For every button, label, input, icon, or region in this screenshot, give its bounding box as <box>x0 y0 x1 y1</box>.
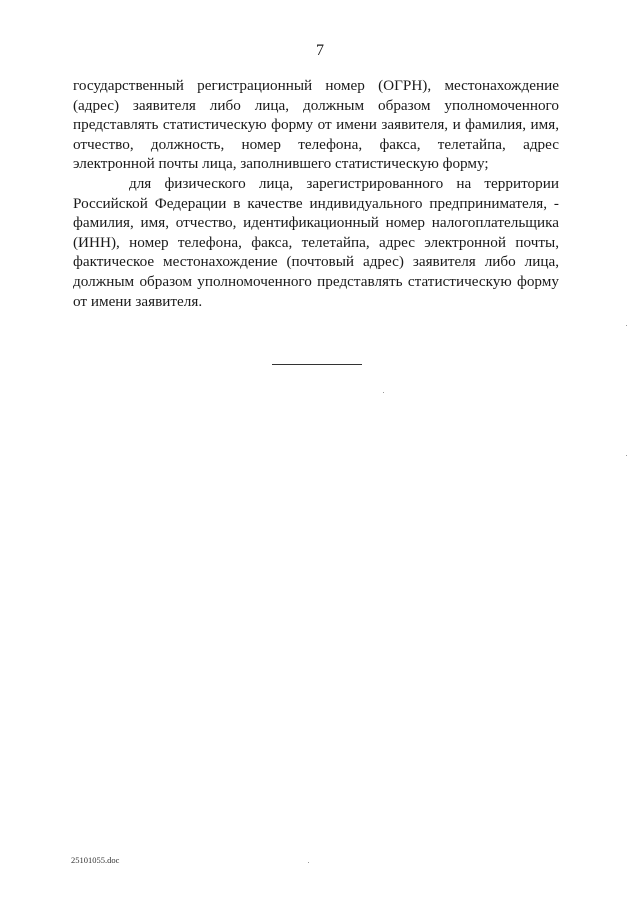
page-number: 7 <box>316 42 324 59</box>
document-body <box>73 76 559 311</box>
paragraph-individual-entrepreneur: для физического лица, зарегистрированного на территории Российской Федерации в качестве индивидуального предпринимателя, - фамилия, имя, отчество, идентификационный номер налогоплательщика (ИНН), номер телефона, факса, телетайпа, адрес электронной почты, фактическое местонахождение (почтовый адрес) заявителя либо лица, должным образом уполномоченного представлять статистическую форму от имени заявителя. <box>73 174 559 310</box>
scan-speck <box>308 862 309 863</box>
scan-speck <box>383 392 384 393</box>
paragraph-legal-entity: государственный регистрационный номер (ОГРН), местонахождение (адрес) заявителя либо лица, должным образом уполномоченного представлять статистическую форму от имени заявителя, и фамилия, имя, отчество, должность, номер телефона, факса, телетайпа, адрес электронной почты лица, заполнившего статистическую форму; <box>73 77 559 173</box>
scan-speck <box>626 325 627 326</box>
footer-file-name: 25101055.doc <box>71 855 120 865</box>
end-of-text-rule <box>272 364 362 365</box>
scan-speck <box>626 455 627 456</box>
